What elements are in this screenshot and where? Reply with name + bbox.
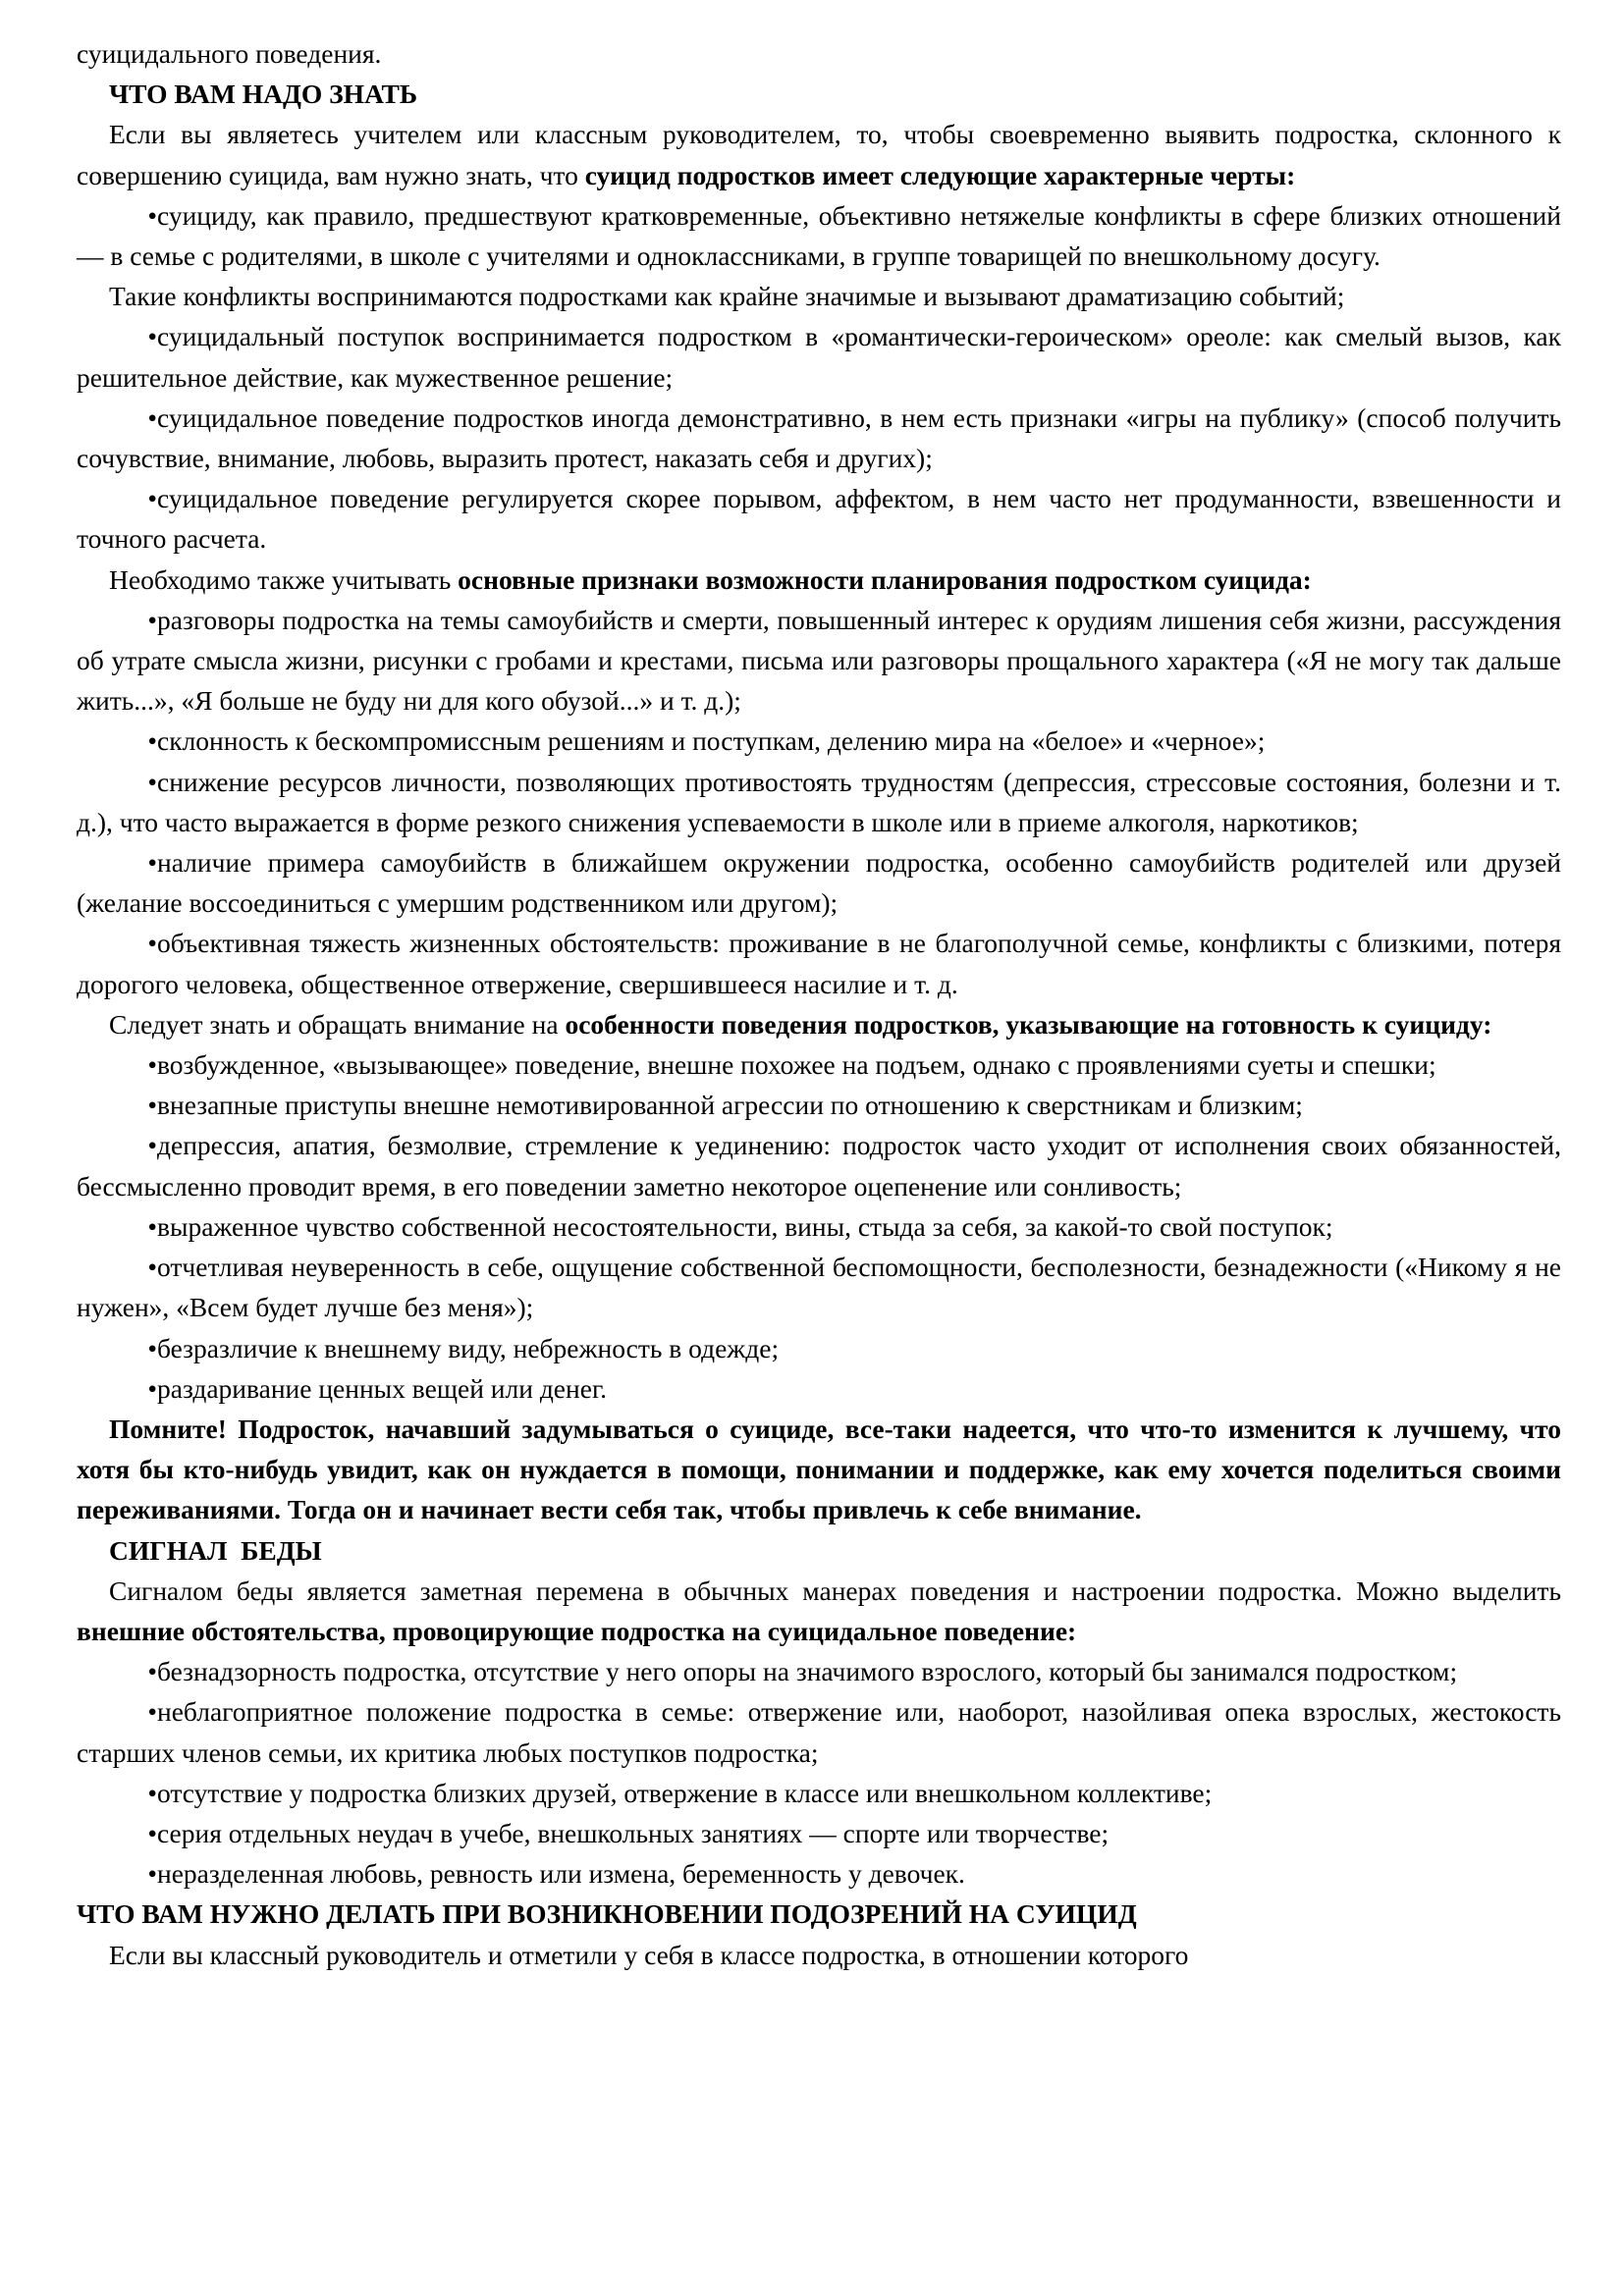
bullet-marker: • [147,604,157,635]
bullet-marker: • [147,1696,157,1728]
bullet-marker: • [147,1777,157,1808]
list-item-text: выраженное чувство собственной несостоятельности, вины, стыда за себя, за какой-то свой поступок; [157,1210,1333,1242]
list-item [77,478,1561,559]
bullet-marker: • [147,1858,157,1890]
list-item [77,600,1561,721]
list-item [77,762,1561,842]
list-item-text: серия отдельных неудач в учебе, внешкольных занятиях — спорте или творчестве; [157,1817,1110,1848]
list-item [77,842,1561,923]
list-item [77,923,1561,1003]
paragraph-last: Если вы классный руководитель и отметили у себя в классе подростка, в отношении которого [109,1939,1189,1970]
list-item-text: депрессия, апатия, безмолвие, стремление к уединению: подросток часто уходит от исполнения своих обязанностей, бессмысленно проводит время, в его поведении заметно некоторое оцепенение или сонливость; [77,1130,1561,1201]
list-item-text: наличие примера самоубийств в ближайшем окружении подростка, особенно самоубийств родителей или друзей (желание воссоединиться с умершим родственником или другом); [77,847,1561,919]
paragraph-signal-body [77,1571,1561,1651]
list-item [77,1247,1561,1327]
bullet-marker: • [147,1656,157,1687]
bullet-marker: • [147,321,157,352]
list-item-text: суициду, как правило, предшествуют кратковременные, объективно нетяжелые конфликты в сфере близких отношений — в семье с родителями, в школе с учителями и одноклассниками, в группе товарищей по внешкольному досугу. [77,199,1561,272]
list-item [77,1691,1561,1772]
list-item [77,1853,1561,1894]
list-item-text: неблагоприятное положение подростка в семье: отвержение или, наоборот, назойливая опека взрослых, жестокость старших членов семьи, их критика любых поступков подростка; [77,1696,1561,1768]
list-item-text: безразличие к внешнему виду, небрежность в одежде; [157,1332,780,1363]
list-item-text: суицидальное поведение регулируется скорее порывом, аффектом, в нем часто нет продуманности, взвешенности и точного расчета. [77,483,1561,555]
run-bold: суицид подростков имеет следующие характерные черты: [584,159,1296,190]
bullet-marker: • [147,1332,157,1363]
bullet-marker: • [147,928,157,959]
list-item [77,1328,1561,1368]
list-item [77,1813,1561,1853]
paragraph-also-consider [77,560,1561,600]
bullet-marker: • [147,847,157,879]
list-item [77,721,1561,761]
heading-what-you-need-to-know: ЧТО ВАМ НАДО ЗНАТЬ [109,79,418,110]
list-item [77,1368,1561,1409]
list-item-text: отчетливая неуверенность в себе, ощущение собственной беспомощности, бесполезности, безнадежности («Никому я не нужен», «Всем будет лучше без меня»); [77,1252,1561,1323]
bullet-marker: • [147,483,157,514]
paragraph-carryover: суицидального поведения. [77,38,382,69]
list-item-text: склонность к бескомпромиссным решениям и поступкам, делению мира на «белое» и «черное»; [157,725,1266,757]
list-item [77,1125,1561,1205]
paragraph-should-know [77,1004,1561,1044]
bullet-marker: • [147,766,157,797]
list-item-text: внезапные приступы внешне немотивированной агрессии по отношению к сверстникам и близким; [157,1090,1303,1121]
list-item [77,1044,1561,1085]
list-item [77,195,1561,276]
list-item-text: объективная тяжесть жизненных обстоятельств: проживание в не благополучной семье, конфликты с близкими, потеря дорогого человека, общественное отвержение, свершившееся насилие и т. д. [77,928,1561,999]
list-item-text: разговоры подростка на темы самоубийств и смерти, повышенный интерес к орудиям лишения себя жизни, рассуждения об утрате смысла жизни, рисунки с гробами и крестами, письма или разговоры прощального характера («Я не могу так дальше жить...», «Я больше не буду ни для кого обузой...» и т. д.); [77,604,1561,717]
list-item [77,1085,1561,1125]
bullet-marker: • [147,1049,157,1081]
bullet-marker: • [147,1130,157,1161]
run-bold: основные признаки возможности планирования подростком суицида: [458,563,1312,595]
heading-signal-of-trouble: СИГНАЛ БЕДЫ [109,1534,322,1566]
bullet-marker: • [147,199,157,231]
list-item-text: раздаривание ценных вещей или денег. [157,1372,607,1404]
list-item-text: суицидальное поведение подростков иногда демонстративно, в нем есть признаки «игры на публику» (способ получить сочувствие, внимание, любовь, выразить протест, наказать себя и других); [77,401,1561,474]
bullet-marker: • [147,401,157,433]
run-bold: внешние обстоятельства, провоцирующие подростка на суицидальное поведение: [77,1615,1077,1646]
run-bold: особенности поведения подростков, указывающие на готовность к суициду: [565,1008,1492,1040]
bullet-marker: • [147,1252,157,1283]
run-normal: Необходимо также учитывать [109,563,459,595]
bullet-marker: • [147,1090,157,1121]
document-body [77,33,1561,1975]
bullet-marker: • [147,1372,157,1404]
list-item [77,1773,1561,1813]
bullet-marker: • [147,1817,157,1848]
paragraph-such-conflicts: Такие конфликты воспринимаются подростками как крайне значимые и вызывают драматизацию событий; [109,281,1345,312]
list-item-text: отсутствие у подростка близких друзей, отвержение в классе или внешкольном коллективе; [157,1777,1213,1808]
bullet-marker: • [147,725,157,757]
list-item [77,398,1561,478]
run-normal: Сигналом беды является заметная перемена в обычных манерах поведения и настроении подростка. Можно выделить [109,1575,1561,1606]
list-item-text: неразделенная любовь, ревность или измена, беременность у девочек. [157,1858,965,1890]
paragraph-if-teacher [77,114,1561,194]
list-item-text: безнадзорность подростка, отсутствие у него опоры на значимого взрослого, который бы занимался подростком; [157,1656,1458,1687]
bullet-marker: • [147,1210,157,1242]
list-item [77,316,1561,397]
paragraph-remember: Помните! Подросток, начавший задумываться о суициде, все-таки надеется, что что-то изменится к лучшему, что хотя бы кто-нибудь увидит, как он нуждается в помощи, понимании и поддержке, как ему хочется поделиться своими переживаниями. Тогда он и начинает вести себя так, чтобы привлечь к себе внимание. [77,1413,1561,1525]
list-item [77,1651,1561,1691]
list-item-text: суицидальный поступок воспринимается подростком в «романтически-героическом» ореоле: как смелый вызов, как решительное действие, как мужественное решение; [77,321,1561,393]
list-item [77,1206,1561,1247]
run-normal: Если вы являетесь учителем или классным руководителем, то, чтобы своевременно выявить подростка, склонного к совершению суицида, вам нужно знать, что [77,119,1561,190]
list-item-text: снижение ресурсов личности, позволяющих противостоять трудностям (депрессия, стрессовые состояния, болезни и т. д.), что часто выражается в форме резкого снижения успеваемости в школе или в приеме алкоголя, наркотиков; [77,766,1561,837]
heading-what-you-need-to-do: ЧТО ВАМ НУЖНО ДЕЛАТЬ ПРИ ВОЗНИКНОВЕНИИ ПОДОЗРЕНИЙ НА СУИЦИД [77,1898,1137,1930]
run-normal: Следует знать и обращать внимание на [109,1008,566,1040]
list-item-text: возбужденное, «вызывающее» поведение, внешне похожее на подъем, однако с проявлениями суеты и спешки; [157,1049,1436,1081]
